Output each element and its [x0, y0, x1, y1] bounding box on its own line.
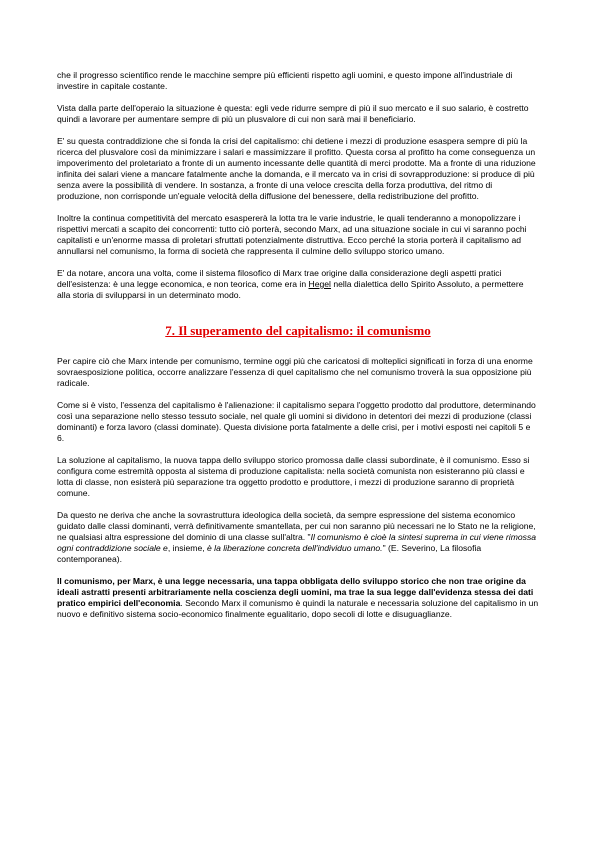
paragraph-7: Come si è visto, l'essenza del capitalismo è l'alienazione: il capitalismo separa l'oggetto prodotto dal produttore, determinando così una separazione nello stesso tessuto sociale, nel quale gli uomini si dividono in detentori dei mezzi di produzione (classi dominanti) e forza lavoro (classi dominate). Questa divisione porta fatalmente a delle crisi, per i motivi esposti nei capitoli 5 e 6. — [57, 400, 536, 443]
paragraph-9-text-c: " (E. Severino, La filosofia contemporanea). — [57, 543, 482, 564]
paragraph-10-bold: Il comunismo, per Marx, è una legge necessaria, una tappa obbligata dello sviluppo storico che non trae origine da ideali astratti presenti arbitrariamente nella coscienza degli uomini, ma trae la sua legge dall'evidenza stessa dei dati pratico empirici dell'economia — [57, 576, 534, 608]
paragraph-10 — [57, 576, 539, 620]
document-page — [57, 70, 539, 631]
quote-italic-1: Il comunismo è cioè la sintesi suprema in cui viene rimossa ogni contraddizione sociale e — [57, 532, 537, 553]
hegel-link[interactable]: Hegel — [308, 279, 331, 289]
paragraph-6: Per capire ciò che Marx intende per comunismo, termine oggi più che caricatosi di molteplici significati in forza di una enorme sovraesposizione politica, occorre analizzare l'essenza di quel capitalismo che nel comunismo troverà la sua opposizione più radicale. — [57, 356, 533, 388]
paragraph-2: Vista dalla parte dell'operaio la situazione è questa: egli vede ridurre sempre di più il suo mercato e il suo salario, è costretto quindi a lavorare per aumentare sempre di più un plusvalore di cui non sarà mai il beneficiario. — [57, 103, 529, 124]
paragraph-4: Inoltre la continua competitività del mercato esaspererà la lotta tra le varie industrie, le quali tenderanno a monopolizzare i rispettivi mercati a scapito dei concorrenti: tutto ciò porterà, secondo Marx, ad una situazione sociale in cui vi saranno pochi capitalisti e un'enorme massa di proletari sfruttati potenzialmente distruttiva. Ecco perché la storia porterà il capitalismo ad annullarsi nel comunismo, la forma di società che rappresenta il culmine dello sviluppo storico umano. — [57, 213, 527, 256]
paragraph-5 — [57, 268, 539, 301]
quote-italic-2: è la liberazione concreta dell'individuo umano. — [207, 543, 383, 553]
paragraph-9-text-a: Da questo ne deriva che anche la sovrastruttura ideologica della società, da sempre espressione del sistema economico guidato dalle classi dominanti, verrà definitivamente smantellata, per cui non saranno più necessari ne lo Stato ne la religione, ne qualsiasi altra espressione del dominio di una classe sull'altra. " — [57, 510, 536, 542]
paragraph-1: che il progresso scientifico rende le macchine sempre più efficienti rispetto agli uomini, e questo impone all'industriale di investire in capitale costante. — [57, 70, 513, 91]
paragraph-8: La soluzione al capitalismo, la nuova tappa dello sviluppo storico promossa dalle classi subordinate, è il comunismo. Esso si configura come estremità opposta al sistema di produzione capitalista: nella società comunista non esisteranno più classi e lotta di classe, non esisterà più separazione tra oggetto prodotto e produttore, i mezzi di produzione saranno di proprietà comune. — [57, 455, 530, 498]
paragraph-5-text-b: nella dialettica dello Spirito Assoluto, a permettere alla storia di svilupparsi in un determinato modo. — [57, 279, 524, 300]
paragraph-9 — [57, 510, 539, 565]
section-heading[interactable]: 7. Il superamento del capitalismo: il comunismo — [165, 323, 431, 338]
paragraph-10-text: . Secondo Marx il comunismo è quindi la naturale e necessaria soluzione del capitalismo in un nuovo e definitivo sistema socio-economico finalmente egualitario, dopo secoli di lotte e disuguaglianze. — [57, 598, 539, 619]
paragraph-5-text-a: E' da notare, ancora una volta, come il sistema filosofico di Marx trae origine dalla considerazione degli aspetti pratici dell'esistenza: è una legge economica, e non teorica, come era in — [57, 268, 502, 289]
paragraph-3: E' su questa contraddizione che si fonda la crisi del capitalismo: chi detiene i mezzi di produzione esaspera sempre di più la ricerca del plusvalore così da minimizzare i salari e massimizzare il profitto. Questa corsa al profitto ha come conseguenza un impoverimento del proletariato a fronte di un aumento incessante delle quantità di merci prodotte. Ma a fronte di una riduzione infinita dei salari viene a mancare fatalmente anche la domanda, e il mercato va in crisi di sovrapproduzione: si produce di più senza avere la possibilità di vendere. In sostanza, a fronte di una veloce crescita della forza produttiva, del ritmo di produzione, non corrisponde un'eguale velocità della diffusione del benessere, della redistribuzione del profitto. — [57, 136, 536, 201]
paragraph-9-text-b: , insieme, — [167, 543, 208, 553]
